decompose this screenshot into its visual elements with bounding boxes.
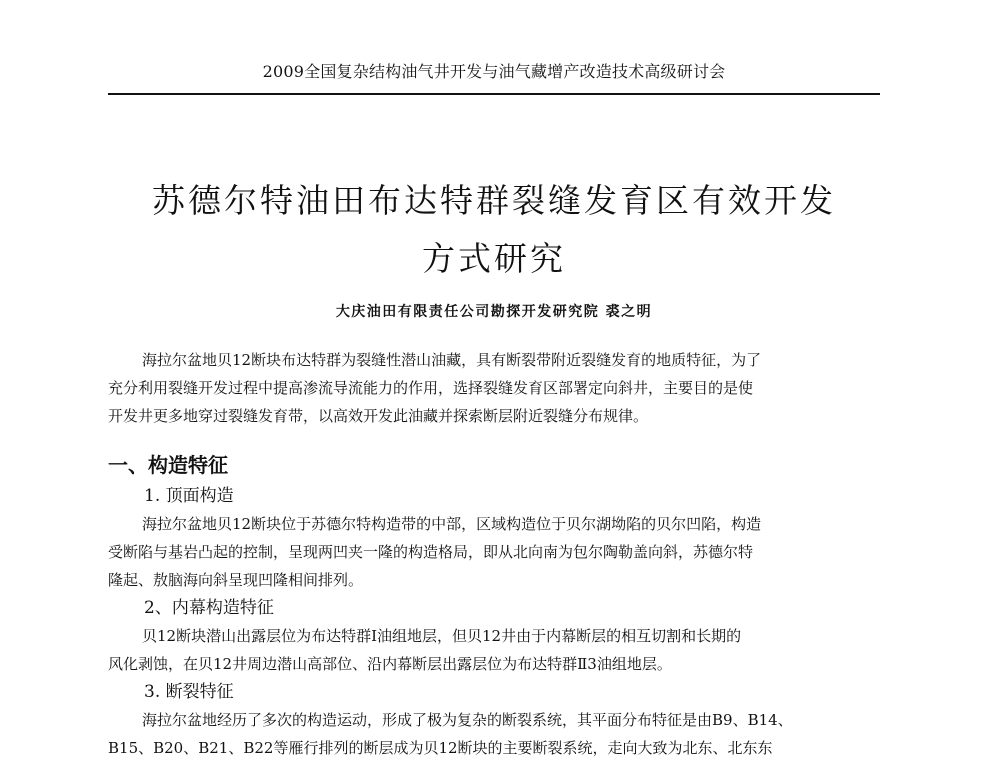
- running-header: 2009全国复杂结构油气井开发与油气藏增产改造技术高级研讨会: [262, 62, 726, 81]
- abstract-line: 充分利用裂缝开发过程中提高渗流导流能力的作用，选择裂缝发育区部署定向斜井，主要目的是使: [108, 379, 754, 397]
- author-affiliation: 大庆油田有限责任公司勘探开发研究院 裘之明: [335, 304, 653, 320]
- title-line-1: 苏德尔特油田布达特群裂缝发育区有效开发: [152, 181, 836, 220]
- abstract-paragraph: [108, 346, 880, 430]
- abstract-line: 开发井更多地穿过裂缝发育带，以高效开发此油藏并探索断层附近裂缝分布规律。: [108, 407, 649, 425]
- title-line-2: 方式研究: [422, 239, 566, 278]
- body-line: 受断陷与基岩凸起的控制，呈现两凹夹一隆的构造格局，即从北向南为包尔陶勒盖向斜，苏德尔特: [108, 543, 754, 561]
- internal-structure-paragraph: [108, 622, 880, 678]
- paper-title: [108, 172, 880, 288]
- subsection-heading-internal-structure: 2、内幕构造特征: [144, 598, 274, 618]
- body-line: B15、B20、B21、B22等雁行排列的断层成为贝12断块的主要断裂系统，走向大致为北东、北东东: [108, 739, 773, 757]
- body-line: 海拉尔盆地贝12断块位于苏德尔特构造带的中部，区域构造位于贝尔湖坳陷的贝尔凹陷，构造: [142, 515, 762, 533]
- body-line: 隆起、敖脑海向斜呈现凹隆相间排列。: [108, 571, 364, 589]
- body-line: 风化剥蚀，在贝12井周边潜山高部位、沿内幕断层出露层位为布达特群Ⅱ3油组地层。: [108, 655, 672, 673]
- top-structure-paragraph: [108, 510, 880, 594]
- header-divider: [108, 93, 880, 95]
- fault-features-paragraph: [108, 706, 880, 762]
- subsection-heading-fault-features: 3. 断裂特征: [144, 682, 234, 702]
- body-line: 贝12断块潜山出露层位为布达特群Ⅰ油组地层，但贝12井由于内幕断层的相互切割和长期的: [142, 627, 742, 645]
- abstract-line: 海拉尔盆地贝12断块布达特群为裂缝性潜山油藏，具有断裂带附近裂缝发育的地质特征，为了: [142, 351, 762, 369]
- body-line: 海拉尔盆地经历了多次的构造运动，形成了极为复杂的断裂系统，其平面分布特征是由B9、B14、: [142, 711, 793, 729]
- subsection-heading-top-structure: 1. 顶面构造: [144, 486, 234, 506]
- section-heading-structure: 一、构造特征: [108, 453, 228, 477]
